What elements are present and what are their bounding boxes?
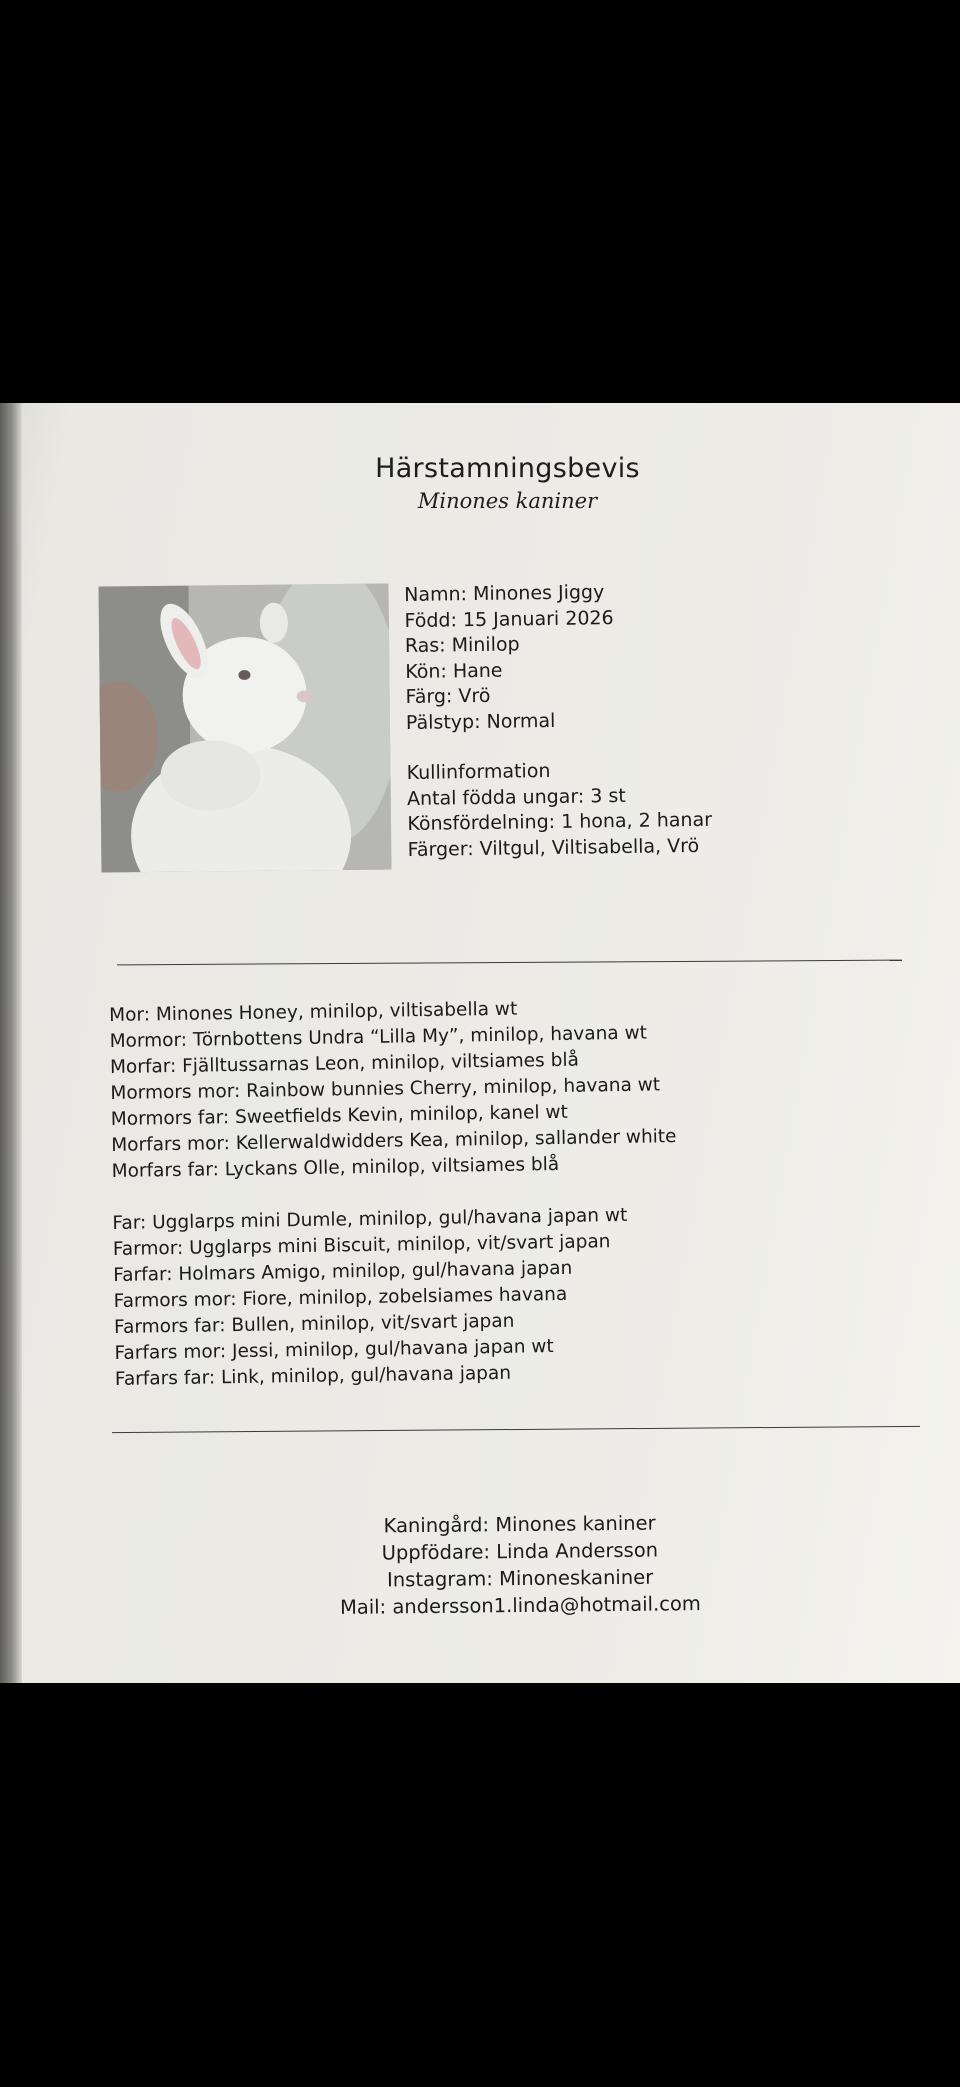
pedigree-farmors-mor: Farmors mor: Fiore, minilop, zobelsiames havana [113,1283,568,1312]
litter-colors: Färger: Viltgul, Viltisabella, Vrö [407,834,700,861]
document-title: Härstamningsbevis [375,453,640,484]
pedigree-morfars-far: Morfars far: Lyckans Olle, minilop, viltsiames blå [111,1153,560,1182]
rabbit-photo [99,583,392,872]
litter-sex-distribution: Könsfördelning: 1 hona, 2 hanar [407,808,713,835]
pedigree-father: Far: Ugglarps mini Dumle, minilop, gul/havana japan wt [112,1204,628,1234]
animal-coat-type: Pälstyp: Normal [405,709,556,734]
litter-heading: Kullinformation [406,759,551,784]
breeder-contact [0,1506,960,1625]
pedigree-fathers-father: Farfar: Holmars Amigo, minilop, gul/havana japan [113,1257,573,1286]
animal-sex: Kön: Hane [405,659,503,683]
pedigree-mother: Mor: Minones Honey, minilop, viltisabella wt [109,998,518,1026]
footer-instagram: Instagram: Minoneskaniner [386,1565,654,1592]
animal-info [404,579,713,863]
pedigree-mothers-mother: Mormor: Törnbottens Undra “Lilla My”, minilop, havana wt [109,1022,648,1052]
pedigree-morfars-mor: Morfars mor: Kellerwaldwidders Kea, minilop, sallander white [111,1126,677,1156]
pedigree-farmors-far: Farmors far: Bullen, minilop, vit/svart japan [113,1310,515,1338]
litter-count: Antal födda ungar: 3 st [406,784,626,810]
pedigree-farfars-far: Farfars far: Link, minilop, gul/havana japan [114,1362,512,1390]
animal-breed: Ras: Minilop [404,633,520,657]
footer-breeder: Uppfödare: Linda Andersson [381,1538,659,1565]
pedigree-mormors-far: Mormors far: Sweetfields Kevin, minilop, kanel wt [110,1101,568,1130]
pedigree-list [109,994,680,1393]
pedigree-mormors-mor: Mormors mor: Rainbow bunnies Cherry, minilop, havana wt [110,1074,661,1104]
footer-farm: Kaningård: Minones kaniner [383,1511,656,1538]
animal-name: Namn: Minones Jiggy [404,581,605,606]
paper-shadow-edge [0,403,22,1683]
divider-top [117,960,902,966]
pedigree-mothers-father: Morfar: Fjälltussarnas Leon, minilop, viltsiames blå [109,1049,580,1078]
document-subtitle: Minones kaniner [417,489,598,513]
pedigree-fathers-mother: Farmor: Ugglarps mini Biscuit, minilop, vit/svart japan [112,1231,611,1260]
footer-mail: Mail: andersson1.linda@hotmail.com [339,1592,701,1619]
pedigree-farfars-mor: Farfars mor: Jessi, minilop, gul/havana japan wt [114,1336,554,1364]
pedigree-certificate [0,403,960,1683]
animal-birthdate: Född: 15 Januari 2026 [404,606,614,632]
animal-color: Färg: Vrö [405,684,491,708]
divider-bottom [112,1426,920,1433]
